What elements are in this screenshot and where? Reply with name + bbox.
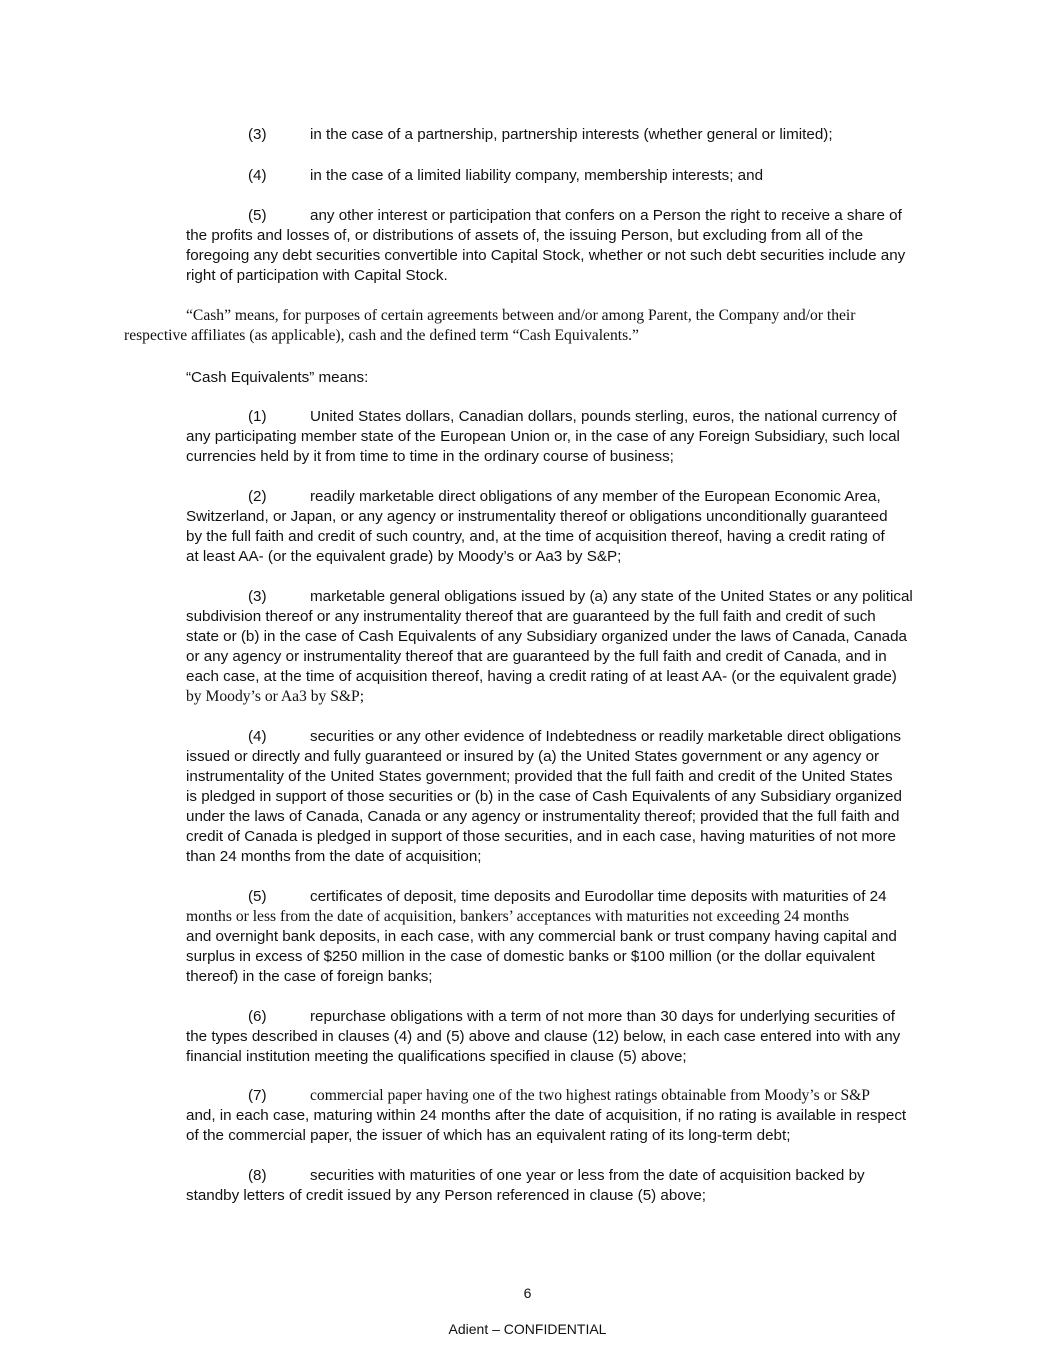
cash-equivalents-heading: “Cash Equivalents” means: [186,369,369,386]
clause-6: (6) repurchase obligations with a term of not more than 30 days for underlying securities of the types described in clauses (4) and (5) above and clause (12) below, in each case entered into with any financial institution meeting the qualifications specified in clause (5) above; [186,1008,901,1065]
clause-line: the profits and losses of, or distributions of assets of, the issuing Person, but excluding from all of the [186,227,864,244]
clause-number: (5) [248,207,267,224]
clause-first-line: (5) any other interest or participation that confers on a Person the right to receive a share of [248,207,902,224]
clause-number: (2) [248,488,267,505]
clause-top-3 [248,125,833,145]
clause-line: right of participation with Capital Stock. [186,267,448,284]
clause-number: (5) [248,888,267,905]
clause-text: in the case of a limited liability company, membership interests; and [310,167,764,184]
clause-line: foregoing any debt securities convertible into Capital Stock, whether or not such debt securities include any [186,247,906,264]
clause-number: (3) [248,126,267,143]
page-number: 6 [523,1285,532,1301]
clause-4: (4) securities or any other evidence of Indebtedness or readily marketable direct obligations issued or directly and fully guaranteed or insured by (a) the United States government or any agency or instrumentality of the United States government; provided that the full faith and credit of the United States is pledged in support of those securities or (b) in the case of Cash Equivalents of any Subsidiary organized under the laws of Canada, Canada or any agency or instrumentality thereof; provided that the full faith and credit of Canada is pledged in support of those securities, and in each case, having maturities of not more than 24 months from the date of acquisition; [186,728,902,865]
clause-number: (3) [248,588,267,605]
cash-definition: “Cash” means, for purposes of certain agreements between and/or among Parent, the Company and/or their respective affiliates (as applicable), cash and the defined term “Cash Equivalents.” [124,307,856,344]
clause-number: (1) [248,408,267,425]
clause-number: (4) [248,728,267,745]
clause-top-5 [186,206,905,286]
clause-3: (3) marketable general obligations issued by (a) any state of the United States or any political subdivision thereof or any instrumentality thereof that are guaranteed by the full faith and credit of such state or (b) in the case of Cash Equivalents of any Subsidiary organized under the laws of Canada, Canada or any agency or instrumentality thereof that are guaranteed by the full faith and credit of Canada, and in each case, at the time of acquisition thereof, having a credit rating of at least AA- (or the equivalent grade) by Moody’s or Aa3 by S&P; [186,588,913,705]
clause-7: (7) commercial paper having one of the two highest ratings obtainable from Moody’s or S&P and, in each case, maturing within 24 months after the date of acquisition, if no rating is available in respect of the commercial paper, the issuer of which has an equivalent rating of its long-term debt; [186,1087,907,1144]
clause-top-4 [248,166,763,186]
clause-number: (8) [248,1167,267,1184]
clause-number: (4) [248,167,267,184]
clause-8: (8) securities with maturities of one year or less from the date of acquisition backed by standby letters of credit issued by any Person referenced in clause (5) above; [186,1167,865,1204]
clause-number: (6) [248,1008,267,1025]
clause-5: (5) certificates of deposit, time deposits and Eurodollar time deposits with maturities of 24 months or less from the date of acquisition, bankers’ acceptances with maturities not exceeding 24 months and overnight bank deposits, in each case, with any commercial bank or trust company having capital and surplus in excess of $250 million in the case of domestic banks or $100 million (or the dollar equivalent thereof) in the case of foreign banks; [186,888,897,985]
confidential-footer: Adient – CONFIDENTIAL [448,1321,607,1337]
clause-1: (1) United States dollars, Canadian dollars, pounds sterling, euros, the national currency of any participating member state of the European Union or, in the case of any Foreign Subsidiary, such local currencies held by it from time to time in the ordinary course of business; [186,408,900,465]
clause-text: in the case of a partnership, partnership interests (whether general or limited); [310,126,833,143]
clause-number: (7) [248,1087,267,1104]
clause-2: (2) readily marketable direct obligations of any member of the European Economic Area, Switzerland, or Japan, or any agency or instrumentality thereof or obligations unconditionally guaranteed by the full faith and credit of such country, and, at the time of acquisition thereof, having a credit rating of at least AA- (or the equivalent grade) by Moody’s or Aa3 by S&P; [186,488,888,565]
